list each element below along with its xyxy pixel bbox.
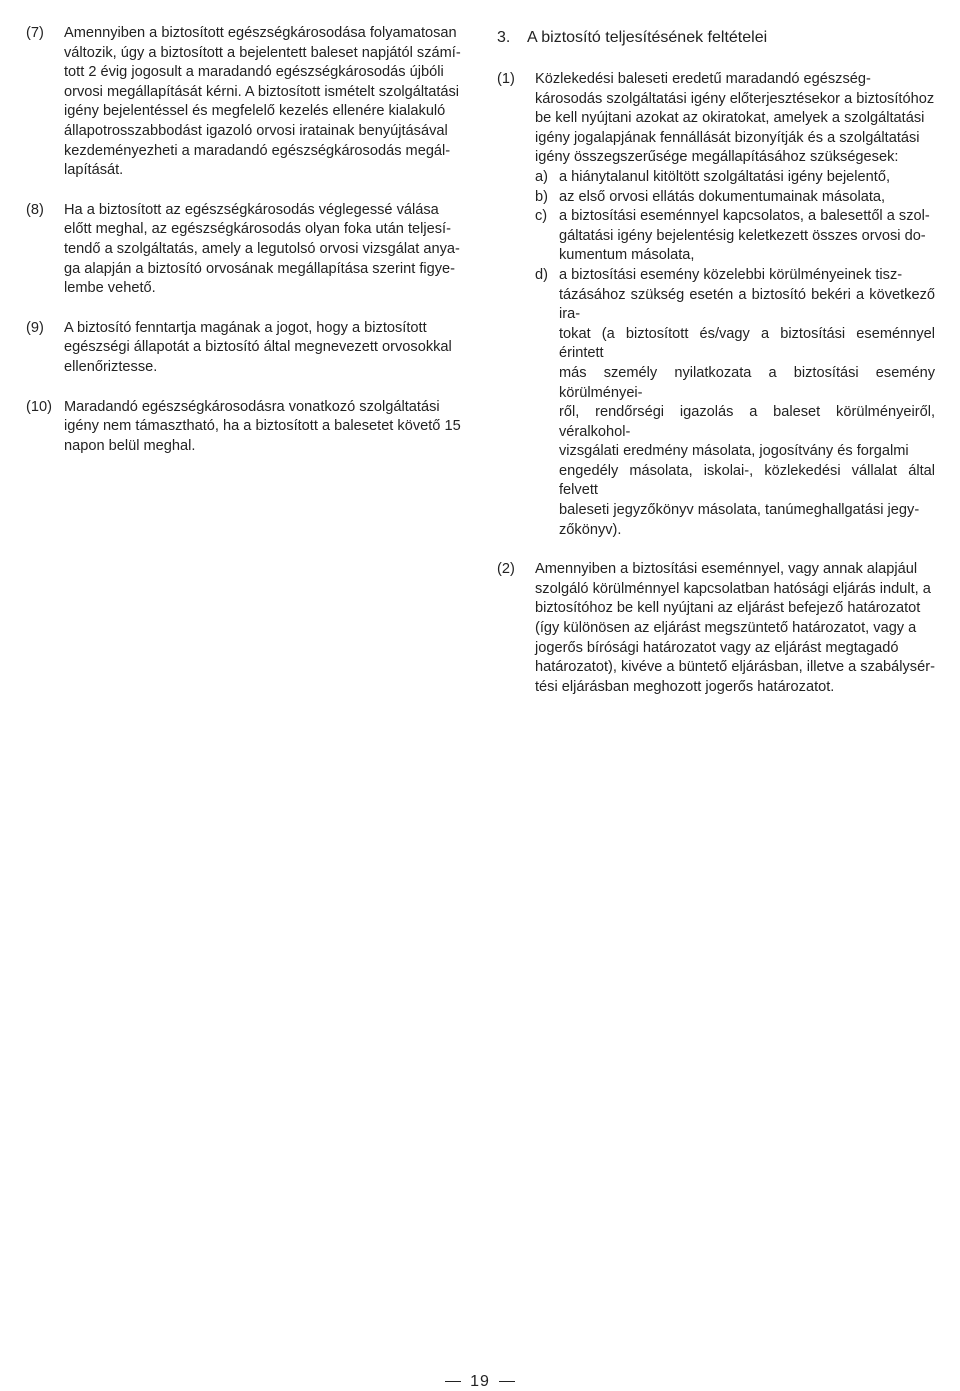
text-line: tési eljárásban meghozott jogerős határozatot.: [535, 678, 835, 695]
text-line: állapotrosszabbodást igazoló orvosi iratainak benyújtásával: [64, 122, 448, 139]
text-line: határozatot), kivéve a büntető eljárásban, illetve a szabálysér-: [535, 659, 935, 676]
paragraph-body: [64, 398, 468, 457]
paragraph-7: [26, 24, 468, 181]
paragraph-body: [64, 24, 468, 181]
text-line: engedély másolata, iskolai-, közlekedési vállalat által felvett: [559, 462, 935, 499]
text-line: kezdeményezheti a maradandó egészségkárosodás megál-: [64, 142, 451, 159]
section-number: 3.: [497, 29, 511, 46]
section-title: A biztosító teljesítésének feltételei: [527, 29, 768, 46]
text-line: károsodás szolgáltatási igény előterjesztésekor a biztosítóhoz: [535, 90, 935, 107]
paragraph-number: (8): [26, 201, 44, 218]
text-line: Amennyiben a biztosított egészségkárosodása folyamatosan: [64, 25, 457, 41]
text-line: kumentum másolata,: [559, 247, 695, 264]
footer-dash-right: [499, 1381, 515, 1382]
text-line: tendő a szolgáltatás, amely a legutolsó orvosi vizsgálat anya-: [64, 240, 460, 257]
text-line: tott 2 évig jogosult a maradandó egészségkárosodás újbóli: [64, 64, 444, 81]
list-item-text: [559, 188, 935, 208]
paragraph-number: (9): [26, 319, 44, 336]
text-line: igény bejelentéssel és megfelelő kezelés ellenére kialakuló: [64, 103, 446, 120]
text-line: változik, úgy a biztosított a bejelentett baleset napjától számí-: [64, 44, 461, 61]
text-line: egészségi állapotát a biztosító által megnevezett orvosokkal: [64, 339, 452, 356]
text-line: igény jogalapjának fennállását bizonyítják és a szolgáltatási: [535, 129, 920, 146]
paragraph-number: (2): [497, 561, 515, 578]
text-line: orvosi megállapítását kérni. A biztosított ismételt szolgáltatási: [64, 83, 460, 100]
page-footer: [0, 1373, 960, 1391]
footer-dash-left: [445, 1381, 461, 1382]
list-item-letter: c): [535, 208, 548, 225]
list-item-b: [535, 188, 935, 208]
text-line: igény összegszerűsége megállapításához szükségesek:: [535, 149, 899, 166]
text-line: napon belül meghal.: [64, 437, 196, 454]
list-item-a: [535, 168, 935, 188]
text-line: más személy nyilatkozata a biztosítási esemény körülményei-: [559, 364, 935, 401]
paragraph-body: [64, 201, 468, 299]
text-line: előtt meghal, az egészségkárosodás olyan foka után teljesí-: [64, 221, 451, 238]
text-line: Maradandó egészségkárosodásra vonatkozó szolgáltatási: [64, 398, 440, 415]
paragraph-1: [497, 70, 935, 540]
list-item-letter: d): [535, 266, 548, 283]
text-line: jogerős bírósági határozatot vagy az eljárást megtagadó: [535, 639, 899, 656]
text-line: vizsgálati eredmény másolata, jogosítvány és forgalmi: [559, 443, 909, 460]
text-line: (így különösen az eljárást megszüntető határozatot, vagy a: [535, 620, 917, 637]
list-item-text: [559, 207, 935, 266]
paragraph-8: [26, 201, 468, 299]
list-item-c: [535, 207, 935, 266]
paragraph-body: [535, 560, 935, 697]
paragraph-body: [535, 70, 935, 540]
text-line: zőkönyv).: [559, 521, 622, 538]
paragraph-body: [64, 319, 468, 378]
text-line: az első orvosi ellátás dokumentumainak másolata,: [559, 188, 886, 205]
text-line: lapítását.: [64, 162, 124, 179]
list-item-text: [559, 168, 935, 188]
paragraph-number: (1): [497, 71, 515, 87]
list-item-d: [535, 266, 935, 540]
list-item-letter: b): [535, 188, 548, 205]
left-column: [26, 24, 468, 476]
section-heading: [497, 28, 935, 48]
list-item-text: [559, 266, 935, 540]
right-column: [497, 24, 935, 717]
text-line: szolgáló körülménnyel kapcsolatban hatósági eljárás indult, a: [535, 580, 931, 597]
text-line: be kell nyújtani azokat az okiratokat, amelyek a szolgáltatási: [535, 110, 925, 127]
list-item-letter: a): [535, 168, 548, 185]
text-line: tokat (a biztosított és/vagy a biztosítási eseménnyel érintett: [559, 325, 935, 362]
paragraph-9: [26, 319, 468, 378]
paragraph-number: (10): [26, 398, 52, 415]
text-line: igény nem támasztható, ha a biztosított a balesetet követő 15: [64, 418, 461, 435]
text-line: gáltatási igény bejelentésig keletkezett összes orvosi do-: [559, 227, 926, 244]
text-line: ellenőriztesse.: [64, 358, 158, 375]
text-line: A biztosító fenntartja magának a jogot, hogy a biztosított: [64, 319, 427, 336]
text-line: a hiánytalanul kitöltött szolgáltatási igény bejelentő,: [559, 168, 891, 185]
paragraph-10: [26, 398, 468, 457]
text-line: baleseti jegyzőkönyv másolata, tanúmeghallgatási jegy-: [559, 502, 920, 519]
text-line: ről, rendőrségi igazolás a baleset körülményeiről, véralkohol-: [559, 404, 935, 440]
text-line: lembe vehető.: [64, 280, 156, 297]
page-number: 19: [470, 1373, 490, 1390]
text-line: biztosítóhoz be kell nyújtani az eljárást befejező határozatot: [535, 600, 921, 617]
text-line: Amennyiben a biztosítási eseménnyel, vagy annak alapjául: [535, 561, 918, 578]
paragraph-number: (7): [26, 25, 44, 41]
text-line: a biztosítási eseménnyel kapcsolatos, a balesettől a szol-: [559, 208, 930, 225]
text-line: tázásához szükség esetén a biztosító bekéri a következő ira-: [559, 286, 935, 323]
text-line: a biztosítási esemény közelebbi körülményeinek tisz-: [559, 266, 903, 283]
text-line: Ha a biztosított az egészségkárosodás véglegessé válása: [64, 201, 439, 218]
text-line: Közlekedési baleseti eredetű maradandó egészség-: [535, 71, 871, 87]
text-line: ga alapján a biztosító orvosának megállapítása szerint figye-: [64, 260, 456, 277]
paragraph-2: [497, 560, 935, 697]
